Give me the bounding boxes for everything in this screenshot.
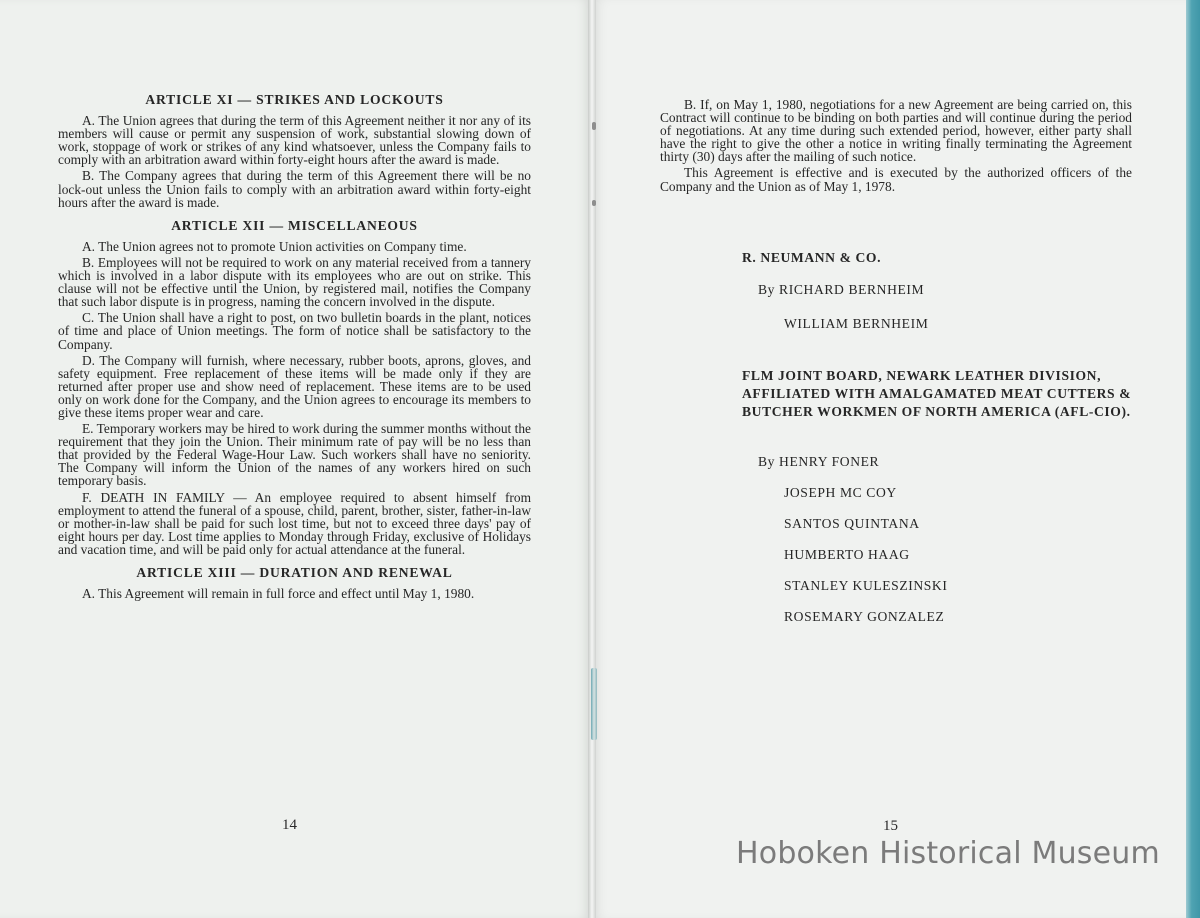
- page-number-right: 15: [883, 818, 898, 834]
- renewal-para-b: B. If, on May 1, 1980, negotiations for a new Agreement are being carried on, this Contract will continue to be binding on both parties and will continue during the period of negotiations. At any time during such extended period, however, either party shall have the right to give the other a notice in writing finally terminating the Agreement thirty (30) days after the mailing of such notice.: [660, 97, 1132, 165]
- article-xii-para-f: F. DEATH IN FAMILY — An employee required to absent himself from employment to attend the funeral of a spouse, child, parent, brother, sister, father-in-law or mother-in-law shall be paid for such lost time, but not to exceed three days' pay of eight hours per day. Lost time applies to Monday through Friday, exclusive of Holidays and vacation time, and will be paid only for actual attendance at the funeral.: [58, 489, 531, 557]
- article-xii-heading: ARTICLE XII — MISCELLANEOUS: [171, 217, 418, 233]
- article-xii-para-a: A. The Union agrees not to promote Union activities on Company time.: [82, 238, 467, 254]
- union-signatory: STANLEY KULESZINSKI: [784, 578, 948, 593]
- article-xi-para-a: A. The Union agrees that during the term of this Agreement neither it nor any of its members will cause or permit any suspension of work, substantial slowing down of work, stoppage of work or strikes of any kind whatsoever, unless the Company fails to comply with an arbitration award within forty-eight hours after the award is made.: [58, 113, 531, 168]
- page-number-left: 14: [282, 817, 297, 833]
- article-xiii-heading: ARTICLE XIII — DURATION AND RENEWAL: [136, 565, 453, 580]
- union-name: FLM JOINT BOARD, NEWARK LEATHER DIVISION, AFFILIATED WITH AMALGAMATED MEAT CUTTERS & BUTCHER WORKMEN OF NORTH AMERICA (AFL-CIO).: [742, 368, 1132, 419]
- page-mark: [592, 122, 596, 130]
- execution-para: This Agreement is effective and is executed by the authorized officers of the Company and the Union as of May 1, 1978.: [660, 165, 1132, 194]
- page-mark: [592, 200, 596, 206]
- cover-edge: [1186, 0, 1200, 918]
- company-signatory-by: By RICHARD BERNHEIM: [758, 282, 925, 297]
- company-name: R. NEUMANN & CO.: [742, 250, 882, 265]
- museum-watermark: Hoboken Historical Museum: [736, 836, 1160, 871]
- union-signatory: HUMBERTO HAAG: [784, 547, 910, 562]
- article-xi-heading: ARTICLE XI — STRIKES AND LOCKOUTS: [145, 92, 444, 107]
- union-signatory: SANTOS QUINTANA: [784, 516, 920, 531]
- union-signatory: ROSEMARY GONZALEZ: [784, 609, 945, 624]
- staple-tab: [591, 668, 597, 740]
- article-xiii-para-a: A. This Agreement will remain in full force and effect until May 1, 1980.: [82, 586, 475, 602]
- company-signatory: WILLIAM BERNHEIM: [784, 316, 929, 331]
- left-page-text: [58, 93, 531, 603]
- article-xii-para-b: B. Employees will not be required to work on any material received from a tannery which is involved in a labor dispute with its employees who are out on strike. This clause will not be effective until the Union, by registered mail, notifies the Company that such labor dispute is in progress, naming the concern involved in the dispute.: [58, 254, 531, 310]
- article-xii-para-c: C. The Union shall have a right to post, on two bulletin boards in the plant, notices of time and place of Union meetings. The form of notice shall be satisfactory to the Company.: [58, 310, 531, 352]
- binding-gutter: [588, 0, 596, 918]
- article-xii-para-e: E. Temporary workers may be hired to work during the summer months without the requirement that they join the Union. Their minimum rate of pay will be no less than that provided by the Federal Wage-Hour Law. Such workers shall have no seniority. The Company will inform the Union of the names of any workers hired on such temporary basis.: [58, 421, 531, 489]
- union-signatory: JOSEPH MC COY: [784, 485, 897, 500]
- article-xii-para-d: D. The Company will furnish, where necessary, rubber boots, aprons, gloves, and safety equipment. Free replacement of these items will be made only if they are returned after proper use and show need of replacement. These items are to be used only on work done for the Company, and the Union agrees to encourage its members to give these items proper wear and care.: [58, 352, 531, 420]
- union-signatory-by: By HENRY FONER: [758, 454, 880, 469]
- right-page-text: [660, 98, 1132, 196]
- article-xi-para-b: B. The Company agrees that during the term of this Agreement there will be no lock-out unless the Union fails to comply with an arbitration award within forty-eight hours after the award is made.: [58, 168, 531, 210]
